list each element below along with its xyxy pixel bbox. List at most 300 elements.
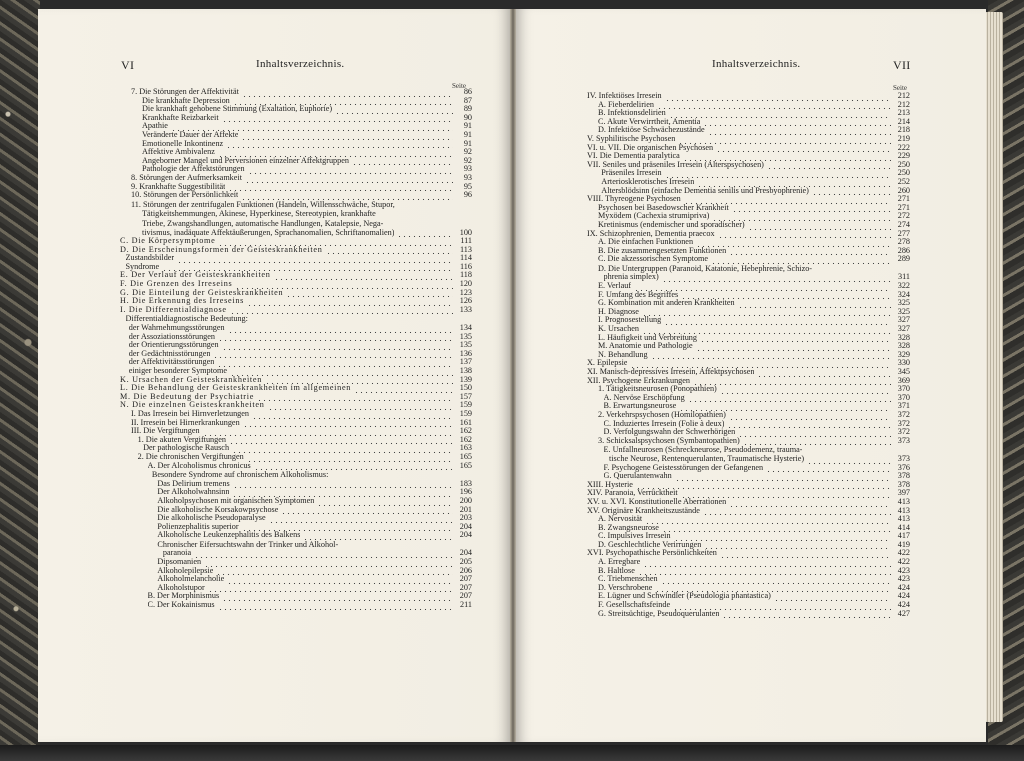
toc-entry-page: 422: [897, 557, 910, 567]
toc-entry-title: Veränderte Dauer der Affekte: [142, 130, 239, 139]
toc-entry-page: 370: [897, 392, 910, 402]
toc-entry-page: 271: [897, 202, 910, 212]
toc-entry-page: 277: [897, 228, 910, 238]
toc-entry-title: XIII. Hysterie: [587, 480, 633, 489]
toc-entry-page: 327: [897, 324, 910, 334]
toc-entry-title: Dipsomanien: [157, 558, 202, 567]
toc-entry: [587, 334, 910, 343]
toc-entry: [587, 299, 910, 308]
toc-leader-dots: [662, 276, 891, 282]
toc-leader-dots: [222, 595, 453, 601]
toc-entry-title: XV. u. XVI. Konstitutionelle Aberrationen: [587, 497, 727, 506]
toc-entry-page: 116: [460, 261, 472, 271]
toc-entry-title: Krankhafte Reizbarkeit: [142, 113, 219, 122]
toc-leader-dots: [664, 319, 891, 325]
toc-entry: [587, 273, 910, 282]
toc-entry: [120, 157, 472, 166]
toc-entry-page: 150: [459, 383, 472, 393]
toc-leader-dots: [251, 318, 453, 324]
toc-entry-title: E. Unfallneurosen (Schreckneurose, Pseudodemenz, trauma-: [603, 446, 803, 455]
toc-entry-page: 260: [897, 185, 910, 195]
book-cover-left: [0, 0, 40, 761]
toc-leader-dots: [766, 466, 891, 472]
toc-entry-title: Tätigkeitshemmungen, Akinese, Hyperkinese, Stereotypien, krankhafte: [142, 210, 376, 219]
toc-entry: [120, 480, 472, 489]
toc-entry: [587, 601, 910, 610]
toc-entry: [587, 472, 910, 481]
toc-leader-dots: [638, 569, 891, 575]
toc-entry: [587, 161, 910, 170]
toc-entry-page: 278: [897, 237, 910, 247]
toc-entry-page: 330: [897, 358, 910, 368]
toc-entry-page: 120: [459, 279, 472, 289]
toc-entry-title: Chronischer Eifersuchtswahn der Trinker und Alkohol-: [157, 540, 339, 549]
toc-entry-page: 417: [897, 531, 910, 541]
toc-entry: [587, 481, 910, 490]
toc-entry-title: D. Verschrobene: [598, 583, 653, 592]
toc-leader-dots: [700, 336, 891, 342]
toc-entry: [120, 229, 472, 238]
toc-entry-page: 205: [459, 557, 472, 567]
toc-entry: [587, 212, 910, 221]
toc-entry-title: 3. Schicksalspsychosen (Symbantopathien): [598, 436, 740, 445]
toc-entry-title: Die krankhaft gehobene Stimmung (Exaltation, Euphorie): [142, 105, 333, 114]
toc-entry-page: 165: [459, 460, 472, 470]
toc-entry-title: Präseniles Irresein: [601, 169, 662, 178]
toc-entry-page: 274: [897, 219, 910, 229]
toc-entry-title: C. Die Körpersymptome: [120, 237, 216, 246]
toc-entry-title: Triebe, Zwangshandlungen, automatische Handlungen, Katalepsie, Nega-: [142, 219, 384, 228]
toc-entry-title: B. Infektionsdelirien: [598, 109, 666, 118]
toc-entry-title: Affektive Ambivalenz: [142, 148, 215, 157]
toc-entry: [587, 489, 910, 498]
toc-entry: [587, 575, 910, 584]
toc-leader-dots: [729, 414, 891, 420]
toc-entry: [120, 209, 472, 219]
toc-entry: [587, 368, 910, 377]
toc-entry: [587, 325, 910, 334]
toc-leader-dots: [693, 379, 891, 385]
toc-entry: [587, 541, 910, 550]
toc-leader-dots: [696, 345, 891, 351]
toc-entry-title: D. Die Erscheinungsformen der Geisteskrankheiten: [120, 245, 323, 254]
toc-entry-title: Alkoholepilepsie: [157, 566, 214, 575]
toc-entry-page: 372: [897, 418, 910, 428]
toc-leader-dots: [703, 120, 891, 126]
toc-leader-dots: [177, 257, 453, 263]
toc-entry-title: L. Die Behandlung der Geisteskrankheiten im allgemeinen: [120, 384, 352, 393]
toc-entry: [587, 169, 910, 178]
toc-leader-dots: [748, 224, 891, 230]
toc-entry-title: B. Zwangsneurose: [598, 523, 659, 532]
toc-entry-page: 139: [459, 374, 472, 384]
toc-entry: [587, 264, 910, 274]
toc-entry-title: Die alkoholische Pseudoparalyse: [157, 514, 266, 523]
toc-entry: [120, 148, 472, 157]
toc-entry-title: der Orientierungsstörungen: [128, 341, 219, 350]
toc-entry-page: 272: [897, 211, 910, 221]
toc-leader-dots: [248, 168, 453, 174]
toc-entry: [120, 297, 472, 306]
toc-entry: [120, 592, 472, 601]
toc-entry: [120, 237, 472, 246]
toc-entry-page: 373: [897, 435, 910, 445]
toc-entry-page: 159: [459, 408, 472, 418]
toc-leader-dots: [281, 508, 453, 514]
toc-entry: [120, 122, 472, 131]
toc-entry: [587, 195, 910, 204]
toc-entry-title: B. Haltlose: [598, 566, 635, 575]
toc-entry-title: H. Diagnose: [598, 307, 639, 316]
toc-entry-title: Altersblödsinn (einfache Dementia senilis und Presbyophrenie): [601, 186, 809, 195]
toc-entry: [120, 488, 472, 497]
toc-entry-page: 204: [459, 548, 472, 558]
toc-entry-page: 327: [897, 315, 910, 325]
toc-entry: [587, 402, 910, 411]
toc-entry: [120, 444, 472, 453]
toc-entry: [120, 246, 472, 255]
toc-leader-dots: [774, 595, 891, 601]
toc-entry: [120, 436, 472, 445]
toc-entry-page: 163: [459, 443, 472, 453]
toc-entry: [120, 97, 472, 106]
toc-leader-dots: [665, 172, 891, 178]
toc-leader-dots: [643, 561, 891, 567]
toc-entry-title: VII. Seniles und präseniles Irresein (Alterspsychosen): [587, 160, 764, 169]
toc-entry-title: Emotionelle Inkontinenz: [142, 139, 224, 148]
toc-leader-dots: [807, 458, 891, 464]
toc-entry-page: 413: [897, 505, 910, 515]
toc-entry: [587, 532, 910, 541]
toc-leader-dots: [661, 578, 891, 584]
toc-entry-title: C. Der Kokainismus: [147, 601, 215, 610]
toc-entry: [120, 419, 472, 428]
toc-entry-page: 423: [897, 565, 910, 575]
toc-entry-title: D. Geschlechtliche Verirrungen: [598, 540, 702, 549]
toc-entry: [587, 351, 910, 360]
toc-leader-dots: [812, 189, 891, 195]
toc-entry-title: Arteriosklerotisches Irresein: [601, 177, 695, 186]
toc-entry-page: 329: [897, 349, 910, 359]
toc-entry: [587, 238, 910, 247]
toc-leader-dots: [815, 267, 891, 273]
toc-entry: [120, 567, 472, 576]
toc-entry: [587, 109, 910, 118]
toc-entry-page: 211: [460, 600, 472, 610]
toc-entry-title: F. Die Grenzen des Irreseins: [120, 280, 233, 289]
toc-entry-title: 1. Die akuten Vergiftungen: [137, 435, 226, 444]
toc-entry: [120, 514, 472, 523]
toc-entry: [587, 118, 910, 127]
toc-leader-dots: [341, 543, 453, 549]
toc-entry-page: 423: [897, 574, 910, 584]
toc-entry-page: 201: [459, 504, 472, 514]
toc-leader-dots: [204, 561, 453, 567]
toc-leader-dots: [232, 447, 453, 453]
toc-entry-title: B. Die zusammengesetzten Funktionen: [598, 246, 727, 255]
toc-leader-dots: [241, 194, 453, 200]
toc-entry: [587, 549, 910, 558]
toc-entry: [587, 135, 910, 144]
toc-entry: [120, 289, 472, 298]
toc-entry: [120, 314, 472, 324]
toc-entry-title: Psychosen bei Basedowscher Krankheit: [598, 203, 729, 212]
toc-entry: [587, 342, 910, 351]
toc-entry: [587, 282, 910, 291]
right-page-title: Inhaltsverzeichnis.: [712, 58, 801, 70]
toc-entry: [120, 191, 472, 200]
toc-leader-dots: [194, 552, 453, 558]
toc-entry-title: V. Syphilitische Psychosen: [587, 134, 676, 143]
toc-entry-title: Angeborner Mangel und Perversionen einzelner Affektgruppen: [142, 156, 349, 165]
toc-entry-title: der Affektivitätsstörungen: [128, 358, 215, 367]
toc-entry-page: 345: [897, 367, 910, 376]
toc-leader-dots: [767, 163, 891, 169]
toc-entry: [587, 359, 910, 368]
toc-entry-page: 91: [463, 121, 472, 131]
toc-entry-title: C. Die akzessorischen Symptome: [598, 255, 709, 264]
toc-entry: [120, 470, 472, 480]
toc-leader-dots: [398, 203, 453, 209]
toc-leader-dots: [727, 422, 891, 428]
toc-entry-title: einiger besonderer Symptome: [128, 367, 228, 375]
toc-entry: [587, 92, 910, 101]
toc-entry-title: C. Akute Verwirrtheit, Amentia: [598, 117, 701, 126]
toc-entry-page: 229: [897, 151, 910, 161]
toc-leader-dots: [257, 395, 453, 401]
toc-entry-page: 136: [459, 348, 472, 358]
toc-leader-dots: [218, 604, 453, 610]
toc-leader-dots: [675, 475, 891, 481]
toc-entry: [587, 498, 910, 507]
toc-entry-page: 271: [897, 194, 910, 204]
toc-entry-page: 207: [459, 574, 472, 584]
toc-entry-title: E. Verlauf: [598, 282, 632, 291]
toc-leader-dots: [216, 569, 453, 575]
toc-leader-dots: [757, 371, 891, 377]
toc-entry-title: B. Erwartungsneurose: [603, 402, 677, 411]
toc-leader-dots: [247, 300, 453, 306]
toc-leader-dots: [397, 231, 453, 237]
toc-entry-page: 414: [897, 522, 910, 532]
toc-entry-page: 183: [459, 478, 472, 488]
toc-entry-page: 311: [898, 272, 910, 282]
toc-entry: [120, 601, 472, 610]
toc-entry: [587, 255, 910, 264]
toc-entry-title: Zustandsbilder: [125, 254, 175, 263]
toc-entry-page: 92: [463, 155, 472, 165]
left-seite-label: Seite: [452, 82, 466, 90]
left-page-number: VI: [121, 58, 135, 72]
toc-entry-title: N. Die einzelnen Geisteskrankheiten: [120, 401, 265, 410]
toc-entry: [587, 126, 910, 135]
toc-entry-page: 134: [459, 323, 472, 333]
toc-entry-page: 93: [463, 164, 472, 174]
toc-entry-title: Der Alkoholwahnsinn: [157, 488, 230, 497]
toc-entry-title: Polienzephalitis superior: [157, 522, 239, 531]
right-toc-list: [587, 92, 910, 618]
toc-leader-dots: [674, 535, 891, 541]
toc-entry-title: E. Der Verlauf der Geisteskrankheiten: [120, 271, 271, 280]
toc-leader-dots: [720, 552, 891, 558]
toc-entry-page: 422: [897, 548, 910, 558]
toc-entry-page: 322: [897, 281, 910, 291]
toc-entry: [120, 401, 472, 410]
toc-entry: [120, 367, 472, 376]
book-gutter: [510, 9, 516, 742]
toc-entry-title: F. Gesellschaftsfeinde: [598, 601, 671, 610]
toc-entry-page: 372: [897, 409, 910, 419]
toc-leader-dots: [252, 413, 453, 419]
toc-leader-dots: [245, 177, 453, 183]
toc-entry: [120, 523, 472, 532]
toc-entry-page: 96: [463, 190, 472, 200]
toc-leader-dots: [230, 370, 453, 376]
toc-entry-title: A. Nervosität: [598, 515, 643, 524]
toc-entry-page: 137: [459, 357, 472, 367]
toc-entry-page: 86: [463, 87, 472, 96]
toc-entry: [120, 393, 472, 402]
toc-entry-page: 252: [897, 176, 910, 186]
toc-entry: [587, 437, 910, 446]
toc-entry-page: 289: [897, 254, 910, 264]
toc-entry: [120, 333, 472, 342]
toc-leader-dots: [213, 352, 453, 358]
toc-entry-title: der Gedächtnisstörungen: [128, 349, 211, 358]
toc-leader-dots: [229, 438, 453, 444]
toc-entry: [587, 247, 910, 256]
toc-entry-title: G. Streitsüchtige, Pseudoquerulanten: [598, 609, 720, 618]
toc-entry: [120, 462, 472, 471]
toc-entry: [587, 101, 910, 110]
toc-entry-title: A. Nervöse Erschöpfung: [603, 393, 685, 402]
toc-entry-page: 371: [897, 401, 910, 411]
toc-leader-dots: [718, 232, 891, 238]
toc-entry-title: XV. Originäre Krankheitszustände: [587, 506, 700, 515]
toc-entry-page: 138: [459, 366, 472, 375]
toc-entry: [587, 308, 910, 317]
right-page-number: VII: [893, 58, 911, 72]
toc-entry: [120, 376, 472, 385]
toc-entry: [120, 497, 472, 506]
toc-entry-title: Differentialdiagnostische Bedeutung:: [125, 315, 248, 324]
toc-entry-page: 207: [459, 591, 472, 601]
toc-leader-dots: [716, 146, 891, 152]
toc-leader-dots: [222, 344, 453, 350]
toc-entry-page: 328: [897, 332, 910, 342]
toc-entry-page: 212: [897, 91, 910, 100]
toc-entry: [120, 219, 472, 229]
toc-leader-dots: [331, 474, 453, 480]
toc-entry-title: 9. Krankhafte Suggestibilität: [131, 182, 226, 191]
toc-entry-title: D. Infektiöse Schwächezustände: [598, 126, 705, 135]
toc-leader-dots: [228, 185, 453, 191]
toc-entry-title: der Assoziationsstörungen: [128, 332, 215, 341]
left-page-title: Inhaltsverzeichnis.: [256, 58, 345, 70]
toc-entry-page: 91: [463, 138, 472, 148]
toc-entry-page: 200: [459, 495, 472, 505]
toc-entry-page: 113: [460, 244, 472, 254]
toc-entry-title: Alkoholpsychosen mit organischen Symptomen: [157, 496, 315, 505]
toc-entry-title: XI. Manisch-depressives Irresein, Affektpsychosen: [587, 368, 755, 376]
toc-entry-page: 373: [897, 453, 910, 463]
toc-entry-title: Syndrome: [125, 262, 160, 271]
toc-entry: [120, 506, 472, 515]
toc-leader-dots: [669, 112, 891, 118]
toc-leader-dots: [665, 95, 891, 101]
toc-entry-title: A. Erregbare: [598, 558, 641, 567]
toc-entry-title: F. Psychogene Geistesstörungen der Gefangenen: [603, 463, 764, 472]
toc-entry-page: 212: [897, 99, 910, 109]
toc-entry-title: H. Die Erkennung des Irreseins: [120, 297, 244, 306]
toc-entry-page: 159: [459, 400, 472, 410]
toc-entry-page: 419: [897, 539, 910, 549]
toc-entry-title: X. Epilepsie: [587, 359, 628, 368]
toc-entry-title: C. Induziertes Irresein (Folie à deux): [603, 419, 725, 428]
toc-entry-page: 427: [897, 608, 910, 618]
toc-entry-page: 89: [463, 104, 472, 114]
toc-entry: [587, 221, 910, 230]
toc-entry-page: 135: [459, 340, 472, 350]
toc-entry: [120, 584, 472, 593]
toc-entry-page: 286: [897, 245, 910, 255]
toc-entry: [120, 88, 472, 97]
toc-leader-dots: [226, 142, 453, 148]
toc-entry-page: 413: [897, 514, 910, 524]
toc-entry-title: XVI. Psychopathische Persönlichkeiten: [587, 549, 717, 558]
toc-entry: [587, 377, 910, 386]
toc-entry: [587, 507, 910, 516]
toc-leader-dots: [688, 396, 891, 402]
toc-entry-title: Alkoholmelancholie: [157, 575, 225, 584]
left-toc-list: [120, 88, 472, 610]
toc-entry: [120, 140, 472, 149]
toc-entry-title: Die krankhafte Depression: [142, 96, 230, 105]
toc-entry-page: 424: [897, 582, 910, 592]
toc-entry-title: 2. Die chronischen Vergiftungen: [137, 452, 244, 461]
toc-leader-dots: [642, 310, 891, 316]
toc-entry-title: D. Die Untergruppen (Paranoid, Katatonie, Hebephrenie, Schizo-: [598, 264, 813, 273]
toc-entry-page: 369: [897, 375, 910, 385]
toc-entry: [120, 183, 472, 192]
toc-leader-dots: [243, 421, 453, 427]
toc-entry-page: 196: [459, 487, 472, 497]
toc-leader-dots: [230, 308, 453, 314]
toc-leader-dots: [354, 387, 453, 393]
toc-entry-page: 204: [459, 521, 472, 531]
toc-leader-dots: [242, 91, 453, 97]
toc-entry-page: 424: [897, 591, 910, 601]
toc-entry: [120, 105, 472, 114]
toc-entry: [587, 567, 910, 576]
toc-entry-page: 397: [897, 488, 910, 498]
toc-entry: [587, 455, 910, 464]
toc-entry-title: Das Delirium tremens: [157, 479, 230, 488]
toc-entry: [120, 350, 472, 359]
toc-entry-title: B. Der Morphinismus: [147, 592, 220, 601]
toc-entry: [587, 230, 910, 239]
toc-entry: [120, 165, 472, 174]
toc-entry-title: 1. Tätigkeitsneurosen (Ponopathien): [598, 385, 717, 394]
toc-entry: [120, 174, 472, 183]
toc-entry-title: 10. Störungen der Persönlichkeit: [131, 191, 239, 200]
toc-leader-dots: [738, 431, 891, 437]
toc-entry: [587, 610, 910, 619]
toc-leader-dots: [222, 116, 453, 122]
toc-entry: [120, 280, 472, 289]
toc-entry-page: 203: [459, 513, 472, 523]
toc-leader-dots: [738, 302, 891, 308]
